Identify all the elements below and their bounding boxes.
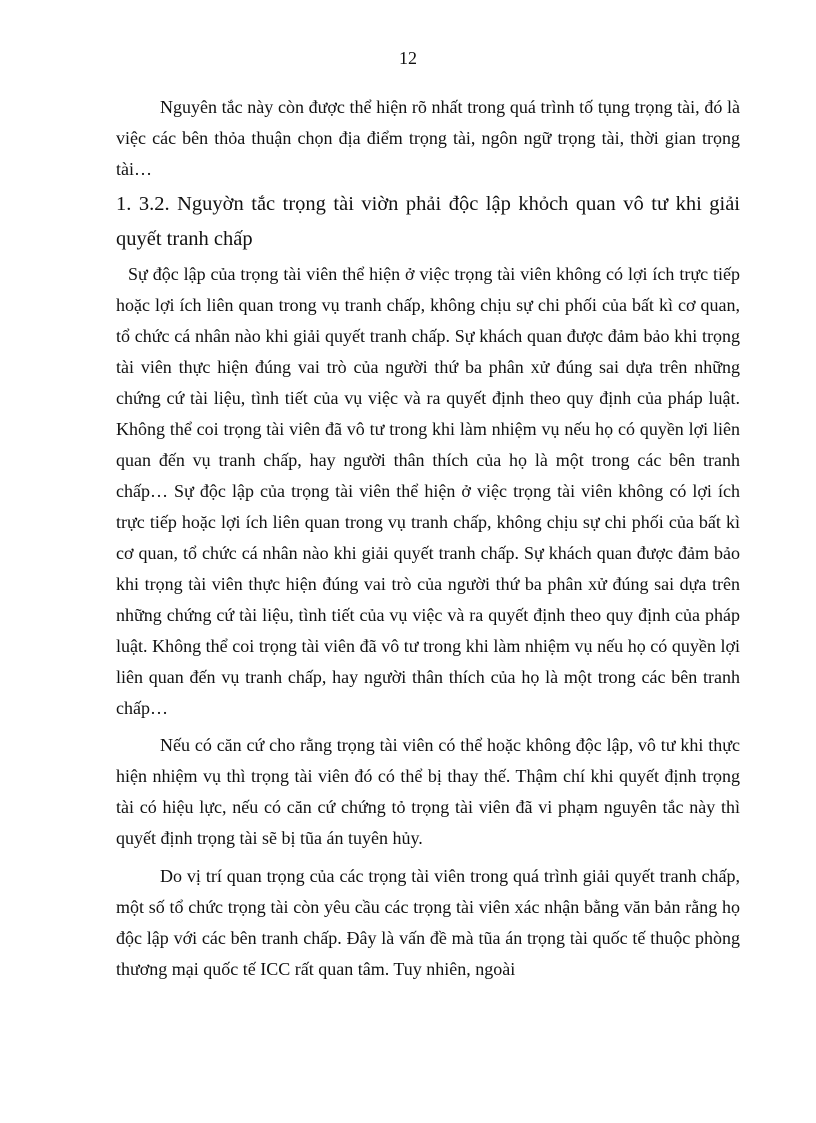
paragraph-independence: Sự độc lập của trọng tài viên thể hiện ở việc trọng tài viên không có lợi ích trực tiếp hoặc lợi ích liên quan trong vụ tranh chấp, không chịu sự chi phối của bất kì cơ quan, tổ chức cá nhân nào khi giải quyết tranh chấp. Sự khách quan được đảm bảo khi trọng tài viên thực hiện đúng vai trò của người thứ ba phân xử đúng sai dựa trên những chứng cứ tài liệu, tình tiết của vụ việc và ra quyết định theo quy định của pháp luật. Không thể coi trọng tài viên đã vô tư trong khi làm nhiệm vụ nếu họ có quyền lợi liên quan đến vụ tranh chấp, hay người thân thích của họ là một trong các bên tranh chấp… Sự độc lập của trọng tài viên thể hiện ở việc trọng tài viên không có lợi ích trực tiếp hoặc lợi ích liên quan trong vụ tranh chấp, không chịu sự chi phối của bất kì cơ quan, tổ chức cá nhân nào khi giải quyết tranh chấp. Sự khách quan được đảm bảo khi trọng tài viên thực hiện đúng vai trò của người thứ ba phân xử đúng sai dựa trên những chứng cứ tài liệu, tình tiết của vụ việc và ra quyết định theo quy định của pháp luật. Không thể coi trọng tài viên đã vô tư trong khi làm nhiệm vụ nếu họ có quyền lợi liên quan đến vụ tranh chấp, hay người thân thích của họ là một trong các bên tranh chấp… bbox=[116, 264, 740, 718]
document-body bbox=[116, 92, 740, 985]
page-number: 12 bbox=[399, 48, 417, 68]
paragraph-replacement: Nếu có căn cứ cho rằng trọng tài viên có thể hoặc không độc lập, vô tư khi thực hiện nhiệm vụ thì trọng tài viên đó có thể bị thay thế. Thậm chí khi quyết định trọng tài có hiệu lực, nếu có căn cứ chứng tỏ trọng tài viên đã vi phạm nguyên tắc này thì quyết định trọng tài sẽ bị tũa án tuyên hủy. bbox=[116, 735, 740, 848]
section-heading-1-3-2: 1. 3.2. Nguyờn tắc trọng tài viờn phải độc lập khỏch quan vô tư khi giải quyết tranh chấp bbox=[116, 193, 740, 250]
paragraph-principle-intro: Nguyên tắc này còn được thể hiện rõ nhất trong quá trình tố tụng trọng tài, đó là việc các bên thỏa thuận chọn địa điểm trọng tài, ngôn ngữ trọng tài, thời gian trọng tài… bbox=[116, 97, 740, 179]
paragraph-confirmation: Do vị trí quan trọng của các trọng tài viên trong quá trình giải quyết tranh chấp, một số tổ chức trọng tài còn yêu cầu các trọng tài viên xác nhận bằng văn bản rằng họ độc lập với các bên tranh chấp. Đây là vấn đề mà tũa án trọng tài quốc tế thuộc phòng thương mại quốc tế ICC rất quan tâm. Tuy nhiên, ngoài bbox=[116, 866, 740, 979]
